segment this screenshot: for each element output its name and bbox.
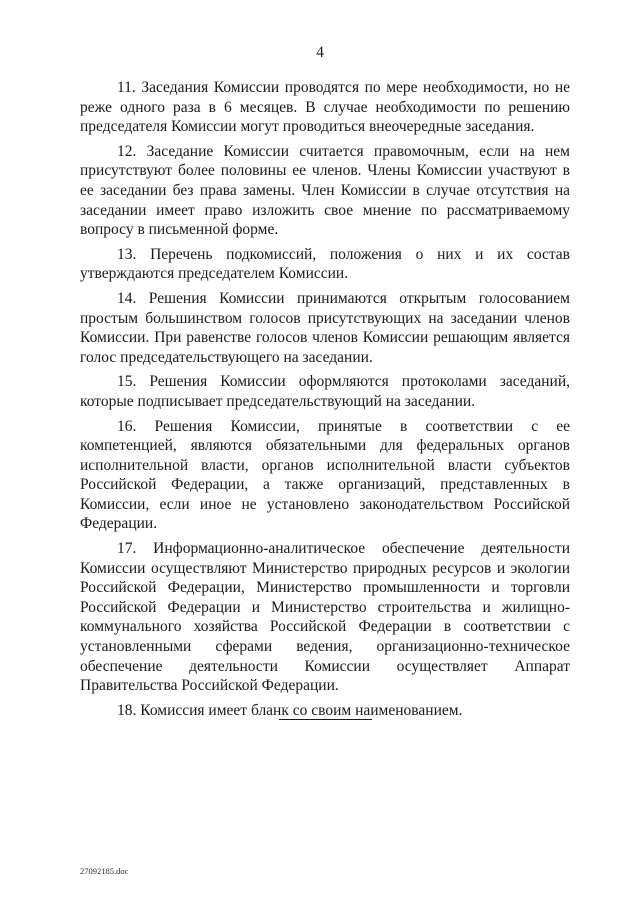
document-body (80, 78, 570, 725)
file-name-footer: 27092185.doc (80, 866, 129, 876)
page-number: 4 (316, 44, 324, 61)
paragraph-15: 15. Решения Комиссии оформляются протоколами заседаний, которые подписывает председательствующий на заседании. (80, 373, 570, 410)
closing-divider (279, 719, 372, 720)
paragraph-16: 16. Решения Комиссии, принятые в соответствии с ее компетенцией, являются обязательными для федеральных органов исполнительной власти, органов исполнительной власти субъектов Российской Федерации, а также организаций, представленных в Комиссии, если иное не установлено законодательством Российской Федерации. (80, 417, 570, 533)
paragraph-17: 17. Информационно-аналитическое обеспечение деятельности Комиссии осуществляют Министерство природных ресурсов и экологии Российской Федерации, Министерство промышленности и торговли Российской Федерации и Министерство строительства и жилищно-коммунального хозяйства Российской Федерации в соответствии с установленными сферами ведения, организационно-техническое обеспечение деятельности Комиссии осуществляет Аппарат Правительства Российской Федерации. (80, 540, 570, 695)
paragraph-11: 11. Заседания Комиссии проводятся по мере необходимости, но не реже одного раза в 6 месяцев. В случае необходимости по решению председателя Комиссии могут проводиться внеочередные заседания. (80, 79, 570, 136)
paragraph-18: 18. Комиссия имеет бланк со своим наименованием. (117, 701, 463, 719)
paragraph-12: 12. Заседание Комиссии считается правомочным, если на нем присутствуют более половины ее членов. Члены Комиссии участвуют в ее заседании без права замены. Член Комиссии в случае отсутствия на заседании имеет право изложить свое мнение по рассматриваемому вопросу в письменной форме. (80, 142, 570, 239)
paragraph-13: 13. Перечень подкомиссий, положения о них и их состав утверждаются председателем Комиссии. (80, 245, 570, 283)
paragraph-14: 14. Решения Комиссии принимаются открытым голосованием простым большинством голосов присутствующих на заседании членов Комиссии. При равенстве голосов членов Комиссии решающим является голос председательствующего на заседании. (80, 289, 570, 366)
